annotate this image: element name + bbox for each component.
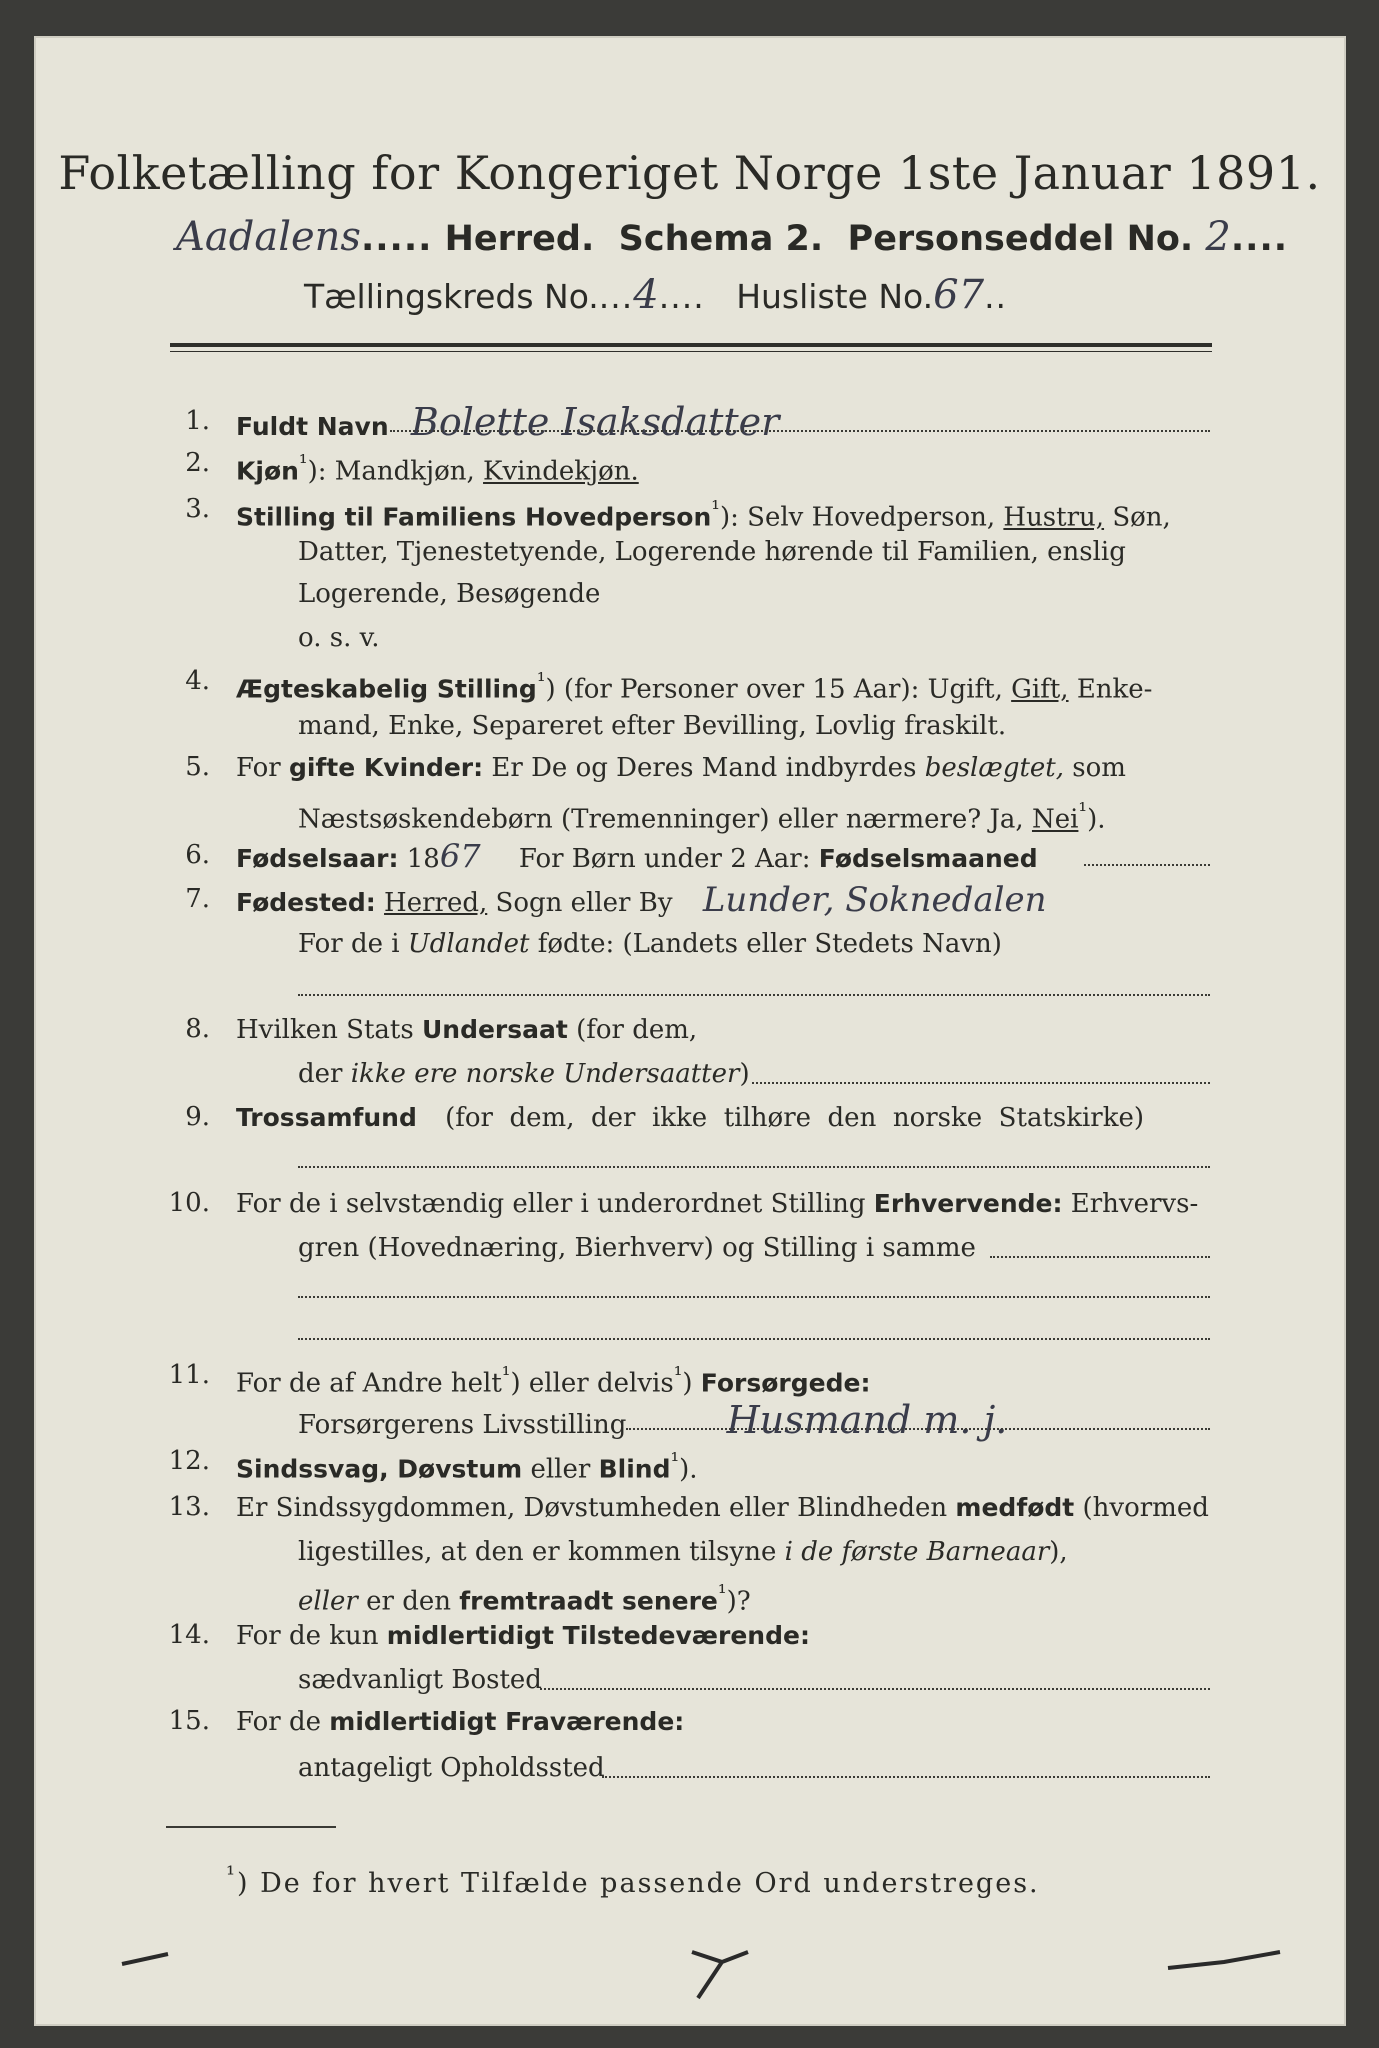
q11-line2: Forsørgerens Livsstilling	[298, 1410, 627, 1440]
q8-number: 8.	[185, 1014, 210, 1044]
q8-text-a: Hvilken Stats	[236, 1015, 414, 1045]
q3-line2: Datter, Tjenestetyende, Logerende hørende til Familien, enslig	[298, 537, 1126, 567]
q3-marked-option: Hustru,	[1003, 502, 1105, 533]
q10-line2: gren (Hovednæring, Bierhverv) og Stilling i samme	[298, 1233, 976, 1263]
footnote-text: ) De for hvert Tilfælde passende Ord understreges.	[237, 1868, 1040, 1899]
q4-marked-option: Gift,	[1011, 674, 1069, 705]
q11-text-b: ) eller delvis	[510, 1368, 674, 1399]
q15-line2: antageligt Opholdssted	[298, 1753, 605, 1783]
q3-line3: Logerende, Besøgende	[298, 579, 601, 609]
q12-label: Sindssvag, Døvstum	[236, 1454, 523, 1484]
q3-label: Stilling til Familiens Hovedperson	[236, 502, 712, 532]
q15-text: For de	[236, 1707, 321, 1737]
personseddel-number: 2	[1205, 214, 1231, 260]
q13-line2-italic: i de første Barneaar	[784, 1537, 1050, 1567]
q7-line2-b: fødte: (Landets eller Stedets Navn)	[537, 929, 1002, 959]
q2-marked-option: Kvindekjøn.	[483, 456, 639, 487]
herred-label: Herred.	[444, 219, 595, 259]
q5-text-italic: beslægtet,	[924, 753, 1065, 783]
q13-text-b: (hvormed	[1082, 1493, 1209, 1523]
q8-line2-a: der	[298, 1059, 343, 1089]
q11-label: Forsørgede:	[700, 1368, 871, 1398]
q7-text: Sogn eller By	[495, 888, 673, 918]
q11-answer-occupation: Husmand m. j.	[726, 1398, 1008, 1442]
q10-text-b: Erhvervs-	[1070, 1189, 1199, 1219]
q1-number: 1.	[185, 406, 210, 436]
kreds-dots-b: ....	[658, 277, 705, 316]
q5-label: gifte Kvinder:	[288, 753, 484, 782]
q9-text: (for dem, der ikke tilhøre den norske Statskirke)	[445, 1103, 1145, 1133]
q3-line4: o. s. v.	[298, 623, 380, 653]
q5-text-c: som	[1072, 753, 1126, 783]
pen-mark-center	[692, 1952, 748, 1998]
q11-sup-a: ¹	[501, 1363, 511, 1388]
q3-text-a: ): Selv Hovedperson,	[719, 502, 996, 533]
q7-marked-option: Herred,	[384, 888, 488, 918]
q4-text-a: ) (for Personer over 15 Aar): Ugift,	[545, 674, 1003, 705]
kreds-dots-a: ...	[598, 277, 634, 316]
q13-line2-b: ),	[1049, 1537, 1068, 1567]
q14-label: midlertidigt Tilstedeværende:	[386, 1621, 810, 1650]
q11-sup-b: ¹	[673, 1363, 683, 1388]
q5-close: ).	[1087, 804, 1106, 835]
q6-number: 6.	[185, 840, 210, 870]
q9-number: 9.	[185, 1102, 210, 1132]
schema-label: Schema 2.	[618, 219, 824, 259]
herred-name: Aadalens	[176, 214, 361, 260]
q15-number: 15.	[168, 1706, 210, 1736]
q15-label: midlertidigt Fraværende:	[329, 1707, 685, 1736]
q5-line2: Næstsøskendebørn (Tremenninger) eller nærmere? Ja,	[298, 804, 1024, 835]
q8-text-b: (for dem,	[576, 1015, 698, 1045]
q13-line3-label: fremtraadt senere	[459, 1586, 718, 1616]
q6-label: Fødselsaar:	[236, 844, 399, 873]
q3-text-b: Søn,	[1112, 502, 1171, 533]
q1-answer-name: Bolette Isaksdatter	[410, 400, 780, 444]
q13-line3-b: )?	[726, 1586, 751, 1617]
q14-text: For de kun	[236, 1621, 379, 1651]
q2-text: ): Mandkjøn,	[307, 456, 475, 487]
husliste-number: 67	[933, 272, 985, 318]
personseddel-dotted: ....	[1230, 219, 1289, 259]
q10-text: For de i selvstændig eller i underordnet Stilling	[236, 1189, 866, 1219]
form-title: Folketælling for Kongeriget Norge 1ste Januar 1891.	[58, 146, 1321, 200]
q5-marked-option: Nei	[1031, 804, 1079, 835]
q14-line2: sædvanligt Bosted	[298, 1665, 542, 1695]
q10-label: Erhvervende:	[873, 1189, 1063, 1218]
q11-text-c: )	[682, 1368, 693, 1399]
q8-line2-b: )	[739, 1059, 750, 1089]
q4-text-b: Enke-	[1076, 674, 1153, 705]
q13-number: 13.	[168, 1492, 210, 1522]
q13-line3-a: er den	[366, 1586, 451, 1617]
q4-sup: ¹	[536, 669, 546, 694]
q2-label: Kjøn	[236, 456, 299, 486]
q6-text: For Børn under 2 Aar:	[518, 844, 811, 874]
q4-line2: mand, Enke, Separeret efter Bevilling, Lovlig fraskilt.	[298, 711, 1007, 741]
q5-text-a: For	[236, 753, 281, 783]
q1-label: Fuldt Navn	[236, 412, 389, 441]
q2-sup: ¹	[298, 451, 308, 476]
q14-number: 14.	[168, 1620, 210, 1650]
personseddel-label: Personseddel No.	[847, 219, 1194, 259]
q4-number: 4.	[185, 666, 210, 696]
husliste-dots: ..	[984, 277, 1008, 316]
q13-label: medfødt	[955, 1493, 1075, 1522]
q12-sup: ¹	[670, 1449, 680, 1474]
q8-label: Undersaat	[421, 1015, 568, 1044]
q13-sup: ¹	[717, 1581, 727, 1606]
kreds-number: 4	[633, 272, 659, 318]
q8-line2-italic: ikke ere norske Undersaatter	[350, 1059, 740, 1089]
q3-sup: ¹	[711, 497, 720, 522]
q7-line2-a: For de i	[298, 929, 400, 959]
pen-mark-right	[1168, 1952, 1280, 1968]
q6-answer-year: 67	[439, 837, 481, 875]
q11-number: 11.	[168, 1360, 210, 1390]
husliste-label: Husliste No.	[736, 277, 934, 316]
q13-text: Er Sindssygdommen, Døvstumheden eller Blindheden	[236, 1493, 948, 1523]
q5-number: 5.	[185, 752, 210, 782]
q12-text: eller	[530, 1454, 591, 1485]
q5-text-b: Er De og Deres Mand indbyrdes	[491, 753, 917, 783]
q13-line2-a: ligestilles, at den er kommen tilsyne	[298, 1537, 777, 1567]
pen-mark-left	[122, 1954, 168, 1964]
q11-text: For de af Andre helt	[236, 1368, 502, 1399]
q6-label2: Fødselsmaaned	[818, 844, 1038, 873]
footnote-sup: ¹	[226, 1862, 238, 1888]
q6-prefix: 18	[406, 844, 440, 874]
q5-sup: ¹	[1078, 799, 1088, 824]
q7-number: 7.	[185, 884, 210, 914]
q2-number: 2.	[185, 448, 210, 478]
q4-label: Ægteskabelig Stilling	[236, 674, 537, 704]
q7-label: Fødested:	[236, 888, 376, 917]
q10-number: 10.	[168, 1188, 210, 1218]
q7-line2-italic: Udlandet	[407, 929, 530, 959]
q12-close: ).	[679, 1454, 698, 1485]
q7-answer-place: Lunder, Soknedalen	[702, 880, 1047, 920]
q12-number: 12.	[168, 1446, 210, 1476]
q12-label2: Blind	[598, 1454, 671, 1484]
q13-line3-italic: eller	[298, 1586, 358, 1617]
q3-number: 3.	[185, 494, 210, 524]
q9-label: Trossamfund	[236, 1103, 417, 1132]
kreds-label: Tællingskreds No.	[304, 277, 599, 316]
herred-dotted: .....	[360, 219, 433, 259]
